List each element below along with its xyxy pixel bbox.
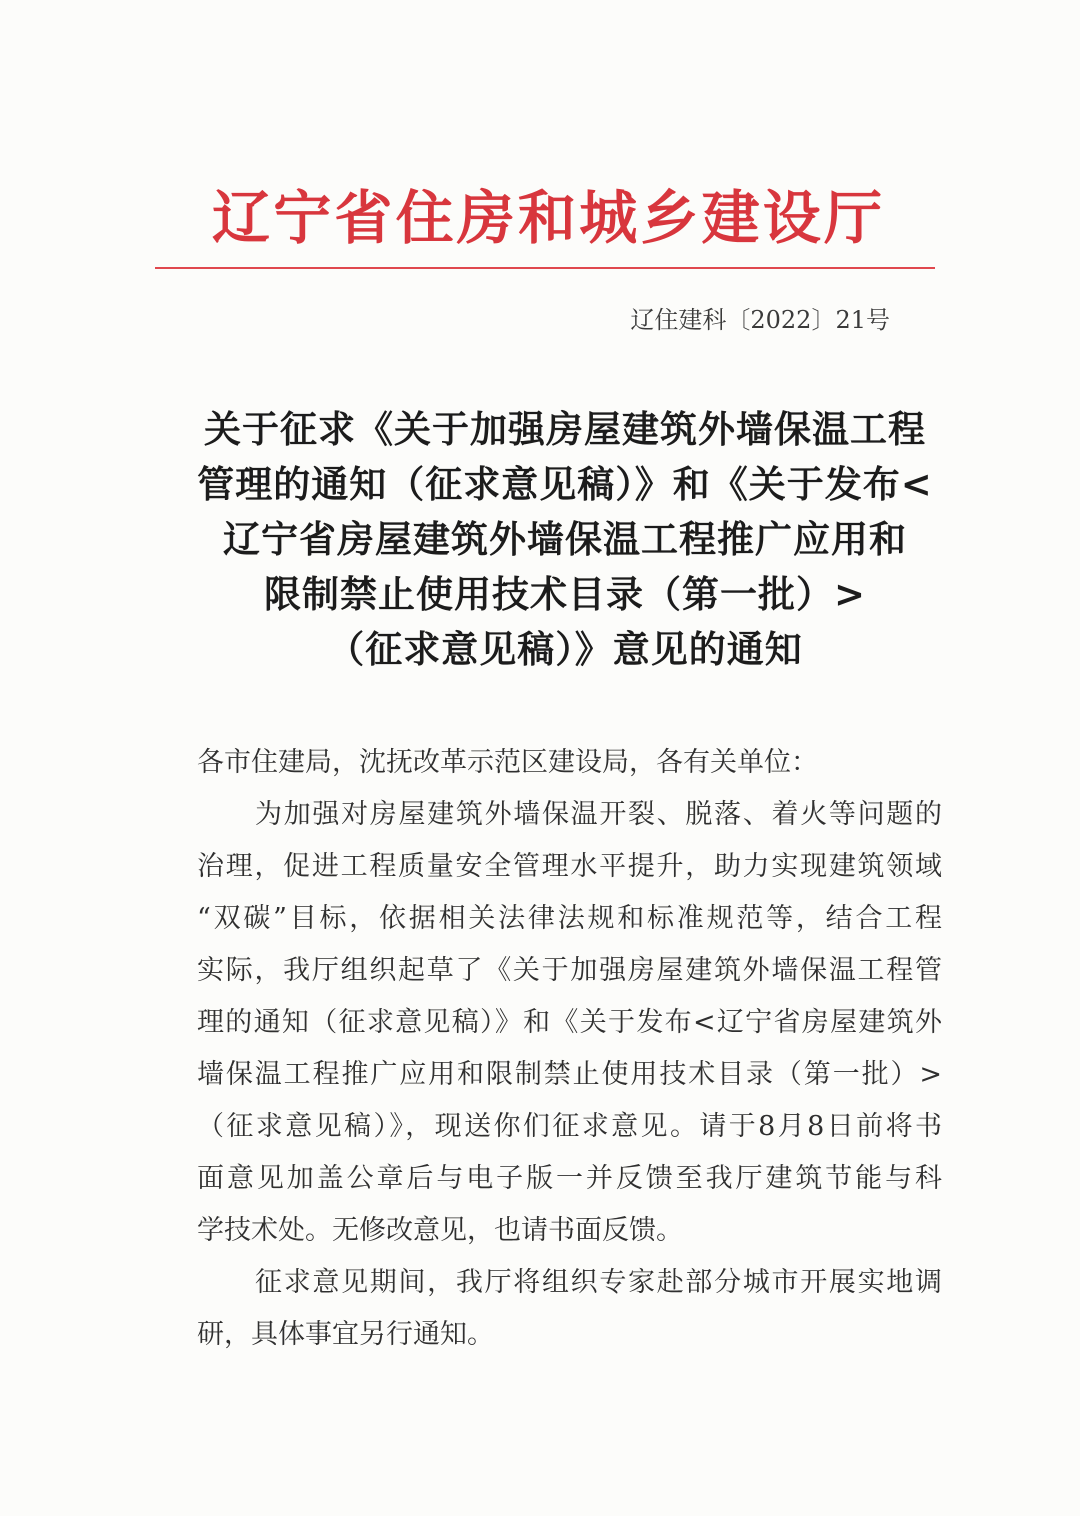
paragraph	[197, 1257, 942, 1361]
title-line: 辽宁省房屋建筑外墙保温工程推广应用和	[223, 517, 907, 561]
header-red-rule	[155, 267, 935, 269]
body-line: （征求意见稿）》，现送你们征求意见。请于8月8日前将书	[197, 1111, 942, 1142]
title-line: 管理的通知（征求意见稿）》和《关于发布<	[197, 462, 933, 506]
title-line: 限制禁止使用技术目录（第一批）>	[263, 572, 866, 616]
body-line: 面意见加盖公章后与电子版一并反馈至我厅建筑节能与科	[197, 1163, 942, 1194]
body-line: 为加强对房屋建筑外墙保温开裂、脱落、着火等问题的	[255, 799, 942, 830]
document-title	[190, 402, 940, 677]
document-body	[197, 737, 942, 1361]
salutation: 各市住建局，沈抚改革示范区建设局，各有关单位：	[197, 747, 818, 778]
body-line: 墙保温工程推广应用和限制禁止使用技术目录（第一批）>	[197, 1059, 942, 1090]
title-line: （征求意见稿）》意见的通知	[327, 627, 803, 671]
body-line: “双碳”目标，依据相关法律法规和标准规范等，结合工程	[197, 903, 942, 934]
body-line: 征求意见期间，我厅将组织专家赴部分城市开展实地调	[255, 1267, 942, 1298]
body-line: 实际，我厅组织起草了《关于加强房屋建筑外墙保温工程管	[197, 955, 942, 986]
body-line: 治理，促进工程质量安全管理水平提升，助力实现建筑领域	[197, 851, 942, 882]
title-line: 关于征求《关于加强房屋建筑外墙保温工程	[204, 407, 926, 451]
issuing-authority-header: 辽宁省住房和城乡建设厅	[212, 184, 882, 252]
body-line: 学技术处。无修改意见，也请书面反馈。	[197, 1215, 683, 1246]
document-number: 辽住建科〔2022〕21号	[630, 306, 890, 334]
body-line: 研，具体事宜另行通知。	[197, 1319, 494, 1350]
body-line: 理的通知（征求意见稿）》和《关于发布<辽宁省房屋建筑外	[197, 1007, 942, 1038]
paragraph	[197, 789, 942, 1257]
